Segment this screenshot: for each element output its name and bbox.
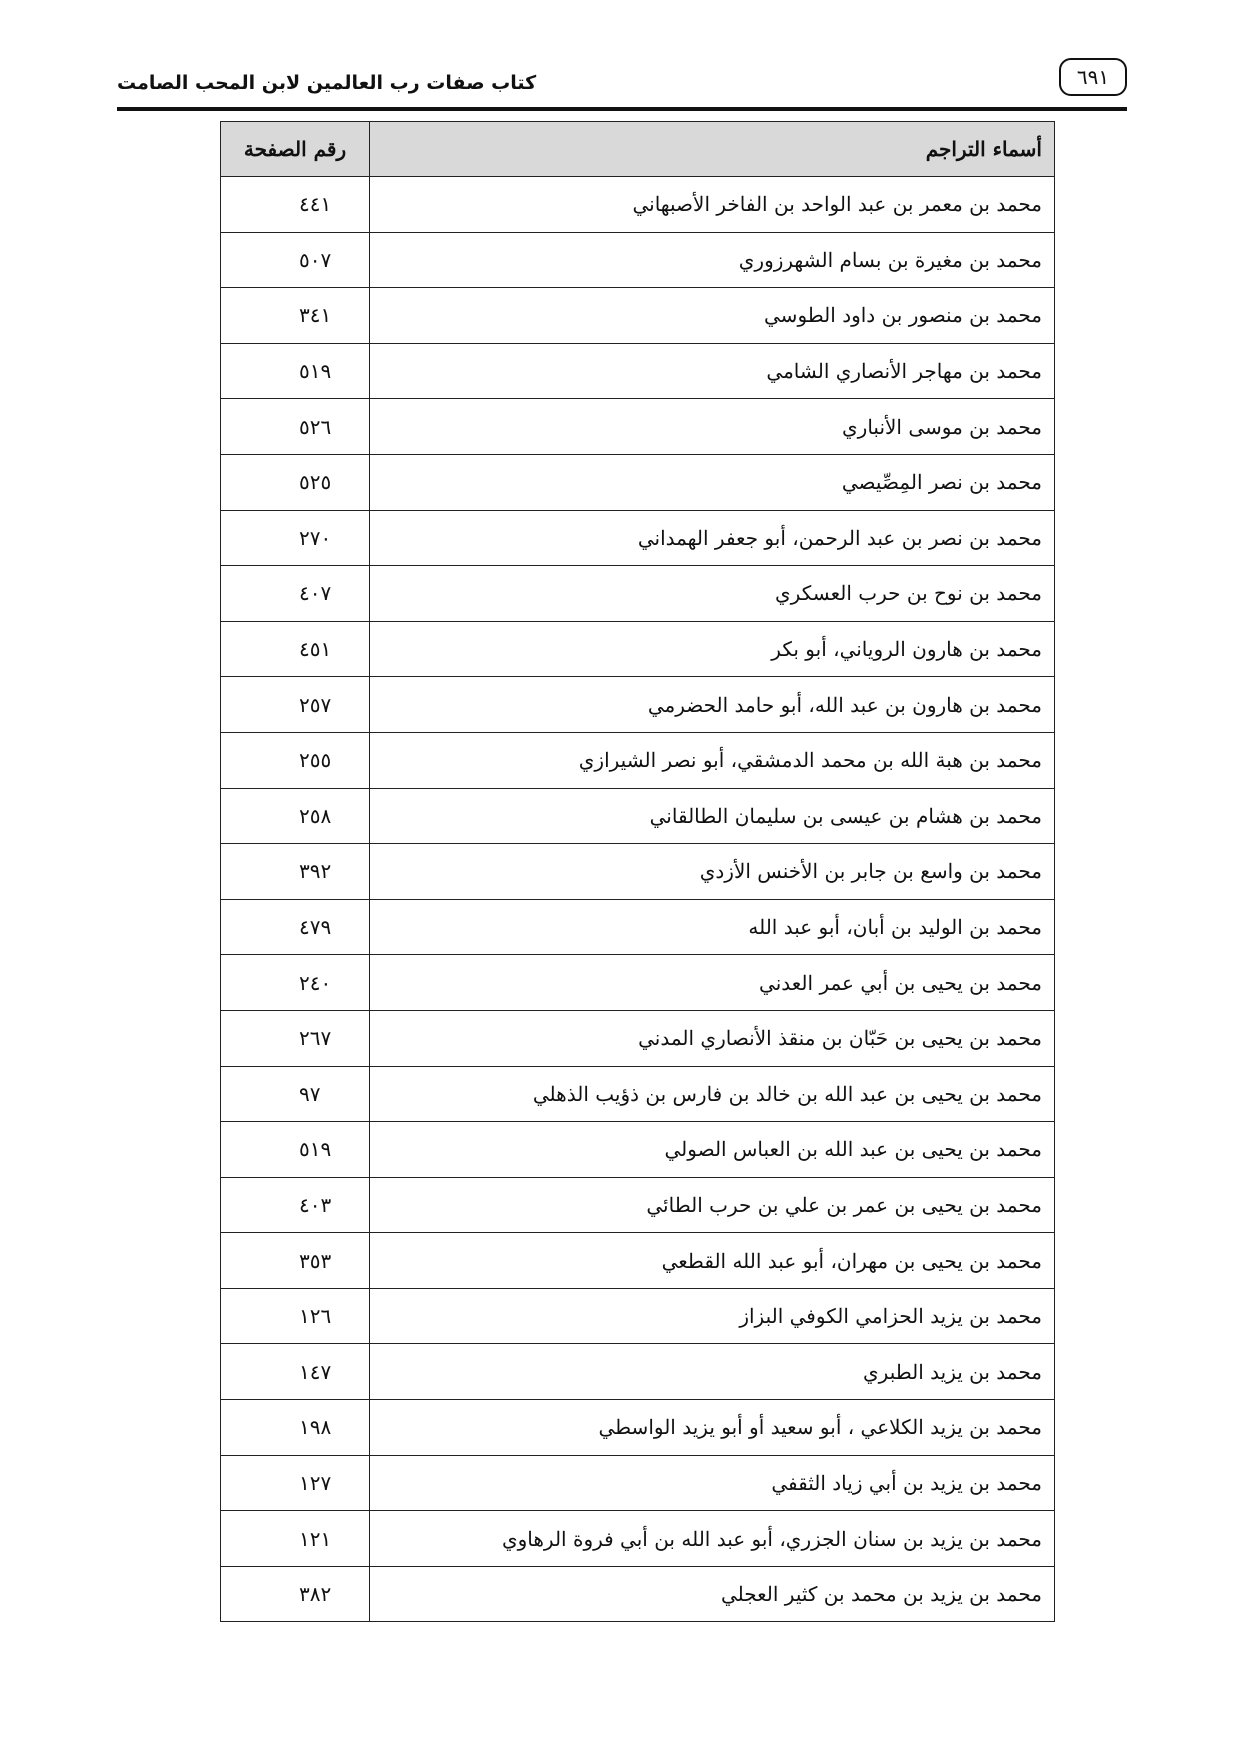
table-row — [221, 1122, 1055, 1178]
header-rule — [117, 107, 1127, 111]
biography-name: محمد بن منصور بن داود الطوسي — [370, 288, 1055, 344]
table-row — [221, 621, 1055, 677]
biography-name: محمد بن يزيد الكلاعي ، أبو سعيد أو أبو يزيد الواسطي — [370, 1400, 1055, 1456]
page-reference: ١٤٧ — [221, 1344, 370, 1400]
page-reference: ١٢١ — [221, 1511, 370, 1567]
biography-name: محمد بن يحيى بن مهران، أبو عبد الله القطعي — [370, 1233, 1055, 1289]
table-row — [221, 1010, 1055, 1066]
table-row — [221, 677, 1055, 733]
biography-name: محمد بن نوح بن حرب العسكري — [370, 566, 1055, 622]
biography-name: محمد بن يزيد بن أبي زياد الثقفي — [370, 1455, 1055, 1511]
biography-name: محمد بن موسى الأنباري — [370, 399, 1055, 455]
table-row — [221, 1511, 1055, 1567]
biography-name: محمد بن يزيد الطبري — [370, 1344, 1055, 1400]
table-row — [221, 899, 1055, 955]
page-reference: ٢٤٠ — [221, 955, 370, 1011]
biography-name: محمد بن مغيرة بن بسام الشهرزوري — [370, 232, 1055, 288]
page-reference: ٢٥٧ — [221, 677, 370, 733]
page-reference: ٥١٩ — [221, 343, 370, 399]
table-row — [221, 1455, 1055, 1511]
table-row — [221, 232, 1055, 288]
page-reference: ٣٩٢ — [221, 844, 370, 900]
page-reference: ٥١٩ — [221, 1122, 370, 1178]
table-row — [221, 955, 1055, 1011]
table-row — [221, 1066, 1055, 1122]
biography-name: محمد بن هارون بن عبد الله، أبو حامد الحضرمي — [370, 677, 1055, 733]
biography-name: محمد بن هشام بن عيسى بن سليمان الطالقاني — [370, 788, 1055, 844]
table-row — [221, 288, 1055, 344]
biography-name: محمد بن معمر بن عبد الواحد بن الفاخر الأصبهاني — [370, 177, 1055, 233]
page-reference: ٢٦٧ — [221, 1010, 370, 1066]
page-reference: ٥٢٥ — [221, 454, 370, 510]
biography-name: محمد بن يزيد بن سنان الجزري، أبو عبد الله بن أبي فروة الرهاوي — [370, 1511, 1055, 1567]
table-row — [221, 1566, 1055, 1622]
biography-name: محمد بن يحيى بن عبد الله بن خالد بن فارس بن ذؤيب الذهلي — [370, 1066, 1055, 1122]
page-reference: ٥٠٧ — [221, 232, 370, 288]
page-reference: ٢٧٠ — [221, 510, 370, 566]
table-row — [221, 1344, 1055, 1400]
biography-name: محمد بن الوليد بن أبان، أبو عبد الله — [370, 899, 1055, 955]
biography-name: محمد بن مهاجر الأنصاري الشامي — [370, 343, 1055, 399]
table-row — [221, 1233, 1055, 1289]
table-row — [221, 399, 1055, 455]
table-row — [221, 844, 1055, 900]
biography-name: محمد بن يحيى بن عبد الله بن العباس الصولي — [370, 1122, 1055, 1178]
page-reference: ١٢٧ — [221, 1455, 370, 1511]
book-title: كتاب صفات رب العالمين لابن المحب الصامت — [117, 72, 537, 94]
table-row — [221, 788, 1055, 844]
table-row — [221, 510, 1055, 566]
table-body — [221, 177, 1055, 1622]
page-reference: ٣٨٢ — [221, 1566, 370, 1622]
table-row — [221, 177, 1055, 233]
biographies-index-table — [220, 121, 1055, 1622]
biography-name: محمد بن يزيد بن محمد بن كثير العجلي — [370, 1566, 1055, 1622]
table-row — [221, 343, 1055, 399]
page-reference: ١٩٨ — [221, 1400, 370, 1456]
page-reference: ٩٧ — [221, 1066, 370, 1122]
page-reference: ٣٤١ — [221, 288, 370, 344]
biography-name: محمد بن هارون الروياني، أبو بكر — [370, 621, 1055, 677]
table-row — [221, 1288, 1055, 1344]
page-reference: ٤٤١ — [221, 177, 370, 233]
page-reference: ٢٥٥ — [221, 732, 370, 788]
biography-name: محمد بن نصر المِصِّيصي — [370, 454, 1055, 510]
page-number-box — [1059, 58, 1127, 96]
table-row — [221, 732, 1055, 788]
biography-name: محمد بن يزيد الحزامي الكوفي البزاز — [370, 1288, 1055, 1344]
biography-name: محمد بن هبة الله بن محمد الدمشقي، أبو نصر الشيرازي — [370, 732, 1055, 788]
page-reference: ٢٥٨ — [221, 788, 370, 844]
biography-name: محمد بن يحيى بن عمر بن علي بن حرب الطائي — [370, 1177, 1055, 1233]
page-reference: ٤٠٣ — [221, 1177, 370, 1233]
page-reference: ٥٢٦ — [221, 399, 370, 455]
page-reference: ٤٠٧ — [221, 566, 370, 622]
table-row — [221, 566, 1055, 622]
table-header-row — [221, 122, 1055, 177]
biography-name: محمد بن يحيى بن حَبّان بن منقذ الأنصاري المدني — [370, 1010, 1055, 1066]
page-number: ٦٩١ — [1076, 65, 1110, 89]
page-reference: ١٢٦ — [221, 1288, 370, 1344]
page-reference: ٣٥٣ — [221, 1233, 370, 1289]
page-reference: ٤٧٩ — [221, 899, 370, 955]
biography-name: محمد بن واسع بن جابر بن الأخنس الأزدي — [370, 844, 1055, 900]
table-row — [221, 1177, 1055, 1233]
biography-name: محمد بن يحيى بن أبي عمر العدني — [370, 955, 1055, 1011]
header-page-number: رقم الصفحة — [221, 122, 370, 177]
header-names: أسماء التراجم — [370, 122, 1055, 177]
table-row — [221, 454, 1055, 510]
table-row — [221, 1400, 1055, 1456]
biography-name: محمد بن نصر بن عبد الرحمن، أبو جعفر الهمداني — [370, 510, 1055, 566]
page-header — [117, 58, 1127, 110]
page-reference: ٤٥١ — [221, 621, 370, 677]
